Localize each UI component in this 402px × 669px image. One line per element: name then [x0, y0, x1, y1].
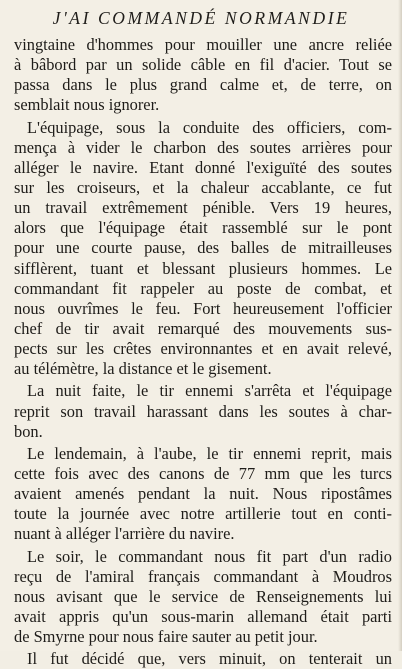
text-line: mença à vider le charbon des soutes arrières pour: [14, 137, 392, 157]
text-line: sur les croiseurs, et la chaleur accablante, ce fut: [14, 177, 392, 197]
text-line: Le lendemain, à l'aube, le tir ennemi reprit, mais: [27, 443, 392, 463]
paragraph: [14, 649, 392, 669]
text-line: avaient amenés pendant la nuit. Nous ripostâmes: [14, 484, 392, 504]
text-line: passa dans le plus grand calme et, de terre, on: [14, 75, 392, 95]
text-line: au télémètre, la distance et le gisement.: [14, 359, 272, 379]
text-line: vingtaine d'hommes pour mouiller une ancre reliée: [14, 35, 392, 54]
text-line: cette fois avec des canons de 77 mm que les turcs: [14, 463, 392, 483]
text-line: nous avisant que le service de Renseignements lui: [14, 586, 392, 606]
paragraph: [14, 547, 392, 648]
text-line: bon.: [14, 421, 43, 441]
paragraph: [14, 35, 392, 116]
running-header: J'AI COMMANDÉ NORMANDIE: [52, 8, 350, 28]
paragraph: [14, 381, 392, 441]
paragraph: [14, 118, 392, 380]
text-line: un travail extrêmement pénible. Vers 19 heures,: [14, 198, 392, 218]
text-line: nuant à alléger l'arrière du navire.: [14, 524, 235, 544]
text-line: Il fut décidé que, vers minuit, on tenterait un: [27, 649, 392, 669]
text-line: reçu de l'amiral français commandant à Moudros: [14, 566, 392, 586]
text-line: à bâbord par un solide câble en fil d'acier. Tout se: [14, 55, 392, 75]
text-line: nous ouvrîmes le feu. Fort heureusement l'officier: [14, 298, 392, 318]
text-line: avait appris qu'un sous-marin allemand était parti: [14, 606, 392, 626]
text-line: sifflèrent, tuant et blessant plusieurs hommes. Le: [14, 258, 392, 278]
text-line: semblait nous ignorer.: [14, 95, 160, 115]
text-line: alors que l'équipage était rassemblé sur le pont: [14, 218, 392, 238]
page-body: [14, 35, 392, 669]
text-line: pour une courte pause, des balles de mitrailleuses: [14, 238, 392, 258]
text-line: L'équipage, sous la conduite des officiers, com-: [27, 117, 392, 137]
text-line: La nuit faite, le tir ennemi s'arrêta et l'équipage: [27, 381, 392, 401]
text-line: de Smyrne pour nous faire sauter au petit jour.: [14, 627, 318, 647]
text-line: alléger le navire. Etant donné l'exiguïté des soutes: [14, 157, 392, 177]
text-line: toute la journée avec notre artillerie tout en conti-: [14, 504, 392, 524]
text-line: reprit son travail harassant dans les soutes à char-: [14, 401, 392, 421]
page-edge-shadow: [398, 0, 402, 651]
paragraph: [14, 444, 392, 545]
text-line: commandant fit rappeler au poste de combat, et: [14, 278, 392, 298]
text-line: pects sur les crêtes environnantes et en avait relevé,: [14, 339, 392, 359]
text-line: chef de tir avait remarqué des mouvements sus-: [14, 318, 392, 338]
text-line: Le soir, le commandant nous fit part d'un radio: [27, 546, 392, 566]
